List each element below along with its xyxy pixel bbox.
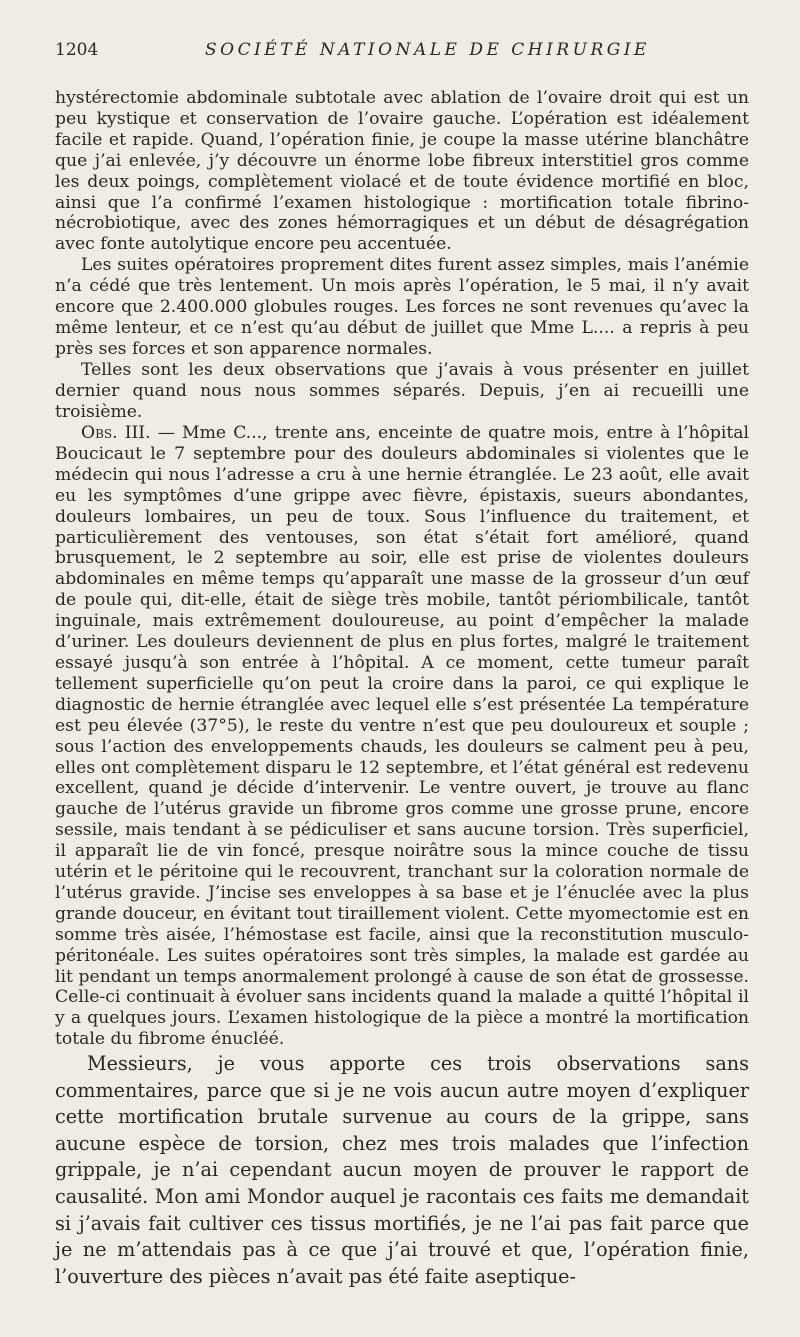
running-title: SOCIÉTÉ NATIONALE DE CHIRURGIE xyxy=(205,40,650,60)
text-block-top xyxy=(55,88,749,423)
paragraph-continuation: hystérectomie abdominale subtotale avec ablation de l’ovaire droit qui est un peu kystique et conservation de l’ovaire gauche. L’opération est idéalement facile et rapide. Quand, l’opération finie, je coupe la masse utérine blanchâtre que j’ai enlevée, j’y découvre un énorme lobe fibreux interstitiel gros comme les deux poings, complètement violacé et de toute évidence mortifié en bloc, ainsi que l’a confirmé l’examen histologique : mortification totale fibrino-nécrobiotique, avec des zones hémorragiques et un début de désagrégation avec fonte autolytique encore peu accentuée. xyxy=(55,88,749,255)
observation-label: Obs. III. xyxy=(81,423,151,443)
page-header xyxy=(55,40,750,68)
paragraph-conclusion: Messieurs, je vous apporte ces trois observations sans commentaires, parce que si je ne vois aucun autre moyen d’expliquer cette mortification brutale survenue au cours de la grippe, sans aucune espèce de torsion, chez mes trois malades que l’infection grippale, je n’ai cependant aucun moyen de prouver le rapport de causalité. Mon ami Mondor auquel je racontais ces faits me demandait si j’avais fait cultiver ces tissus mortifiés, je ne l’ai pas fait parce que je ne m’attendais pas à ce que j’ai trouvé et que, l’opération finie, l’ouverture des pièces n’avait pas été faite aseptique- xyxy=(55,1052,749,1288)
text-block-conclusion xyxy=(55,1051,749,1290)
observation-three xyxy=(55,423,749,1050)
page-number: 1204 xyxy=(55,40,99,60)
paragraph-suites: Les suites opératoires proprement dites furent assez simples, mais l’anémie n’a cédé que très lentement. Un mois après l’opération, le 5 mai, il n’y avait encore que 2.400.000 globules rouges. Les forces ne sont revenues qu’avec la même lenteur, et ce n’est qu’au début de juillet que Mme L.... a repris à peu près ses forces et son apparence normales. xyxy=(55,255,749,359)
observation-text: — Mme C..., trente ans, enceinte de quatre mois, entre à l’hôpital Boucicaut le 7 septembre pour des douleurs abdominales si violentes que le médecin qui nous l’adresse a cru à une hernie étranglée. Le 23 août, elle avait eu les symptômes d’une grippe avec fièvre, épistaxis, sueurs abondantes, douleurs lombaires, un peu de toux. Sous l’influence du traitement, et particulièrement des ventouses, son état s’était fort amélioré, quand brusquement, le 2 septembre au soir, elle est prise de violentes douleurs abdominales en même temps qu’apparaît une masse de la grosseur d’un œuf de poule qui, dit-elle, était de siège très mobile, tantôt périombilicale, tantôt inguinale, mais extrêmement douloureuse, au point d’empêcher la malade d’uriner. Les douleurs deviennent de plus en plus fortes, malgré le traitement essayé jusqu’à son entrée à l’hôpital. A ce moment, cette tumeur paraît tellement superficielle qu’on peut la croire dans la paroi, ce qui explique le diagnostic de hernie étranglée avec lequel elle s’est présentée La température est peu élevée (37°5), le reste du ventre n’est que peu douloureux et souple ; sous l’action des enveloppements chauds, les douleurs se calment peu à peu, elles ont complètement disparu le 12 septembre, et l’état général est redevenu excellent, quand je décide d’intervenir. Le ventre ouvert, je trouve au flanc gauche de l’utérus gravide un fibrome gros comme une grosse prune, encore sessile, mais tendant à se pédiculiser et sans aucune torsion. Très superficiel, il apparaît lie de vin foncé, presque noirâtre sous la mince couche de tissu utérin et le péritoine qui le recouvrent, tranchant sur la coloration normale de l’utérus gravide. J’incise ses enveloppes à sa base et je l’énuclée avec la plus grande douceur, en évitant tout tiraillement violent. Cette myomectomie est en somme très aisée, l’hémostase est facile, ainsi que la reconstitution musculo-péritonéale. Les suites opératoires sont très simples, la malade est gardée au lit pendant un temps anormalement prolongé à cause de son état de grossesse. Celle-ci continuait à évoluer sans incidents quand la malade a quitté l’hôpital il y a quelques jours. L’examen histologique de la pièce a montré la mortification totale du fibrome énucléé. xyxy=(55,423,750,1050)
paragraph-observations: Telles sont les deux observations que j’avais à vous présenter en juillet dernier quand nous nous sommes séparés. Depuis, j’en ai recueilli une troisième. xyxy=(55,359,749,422)
observation-paragraph xyxy=(55,423,749,1050)
